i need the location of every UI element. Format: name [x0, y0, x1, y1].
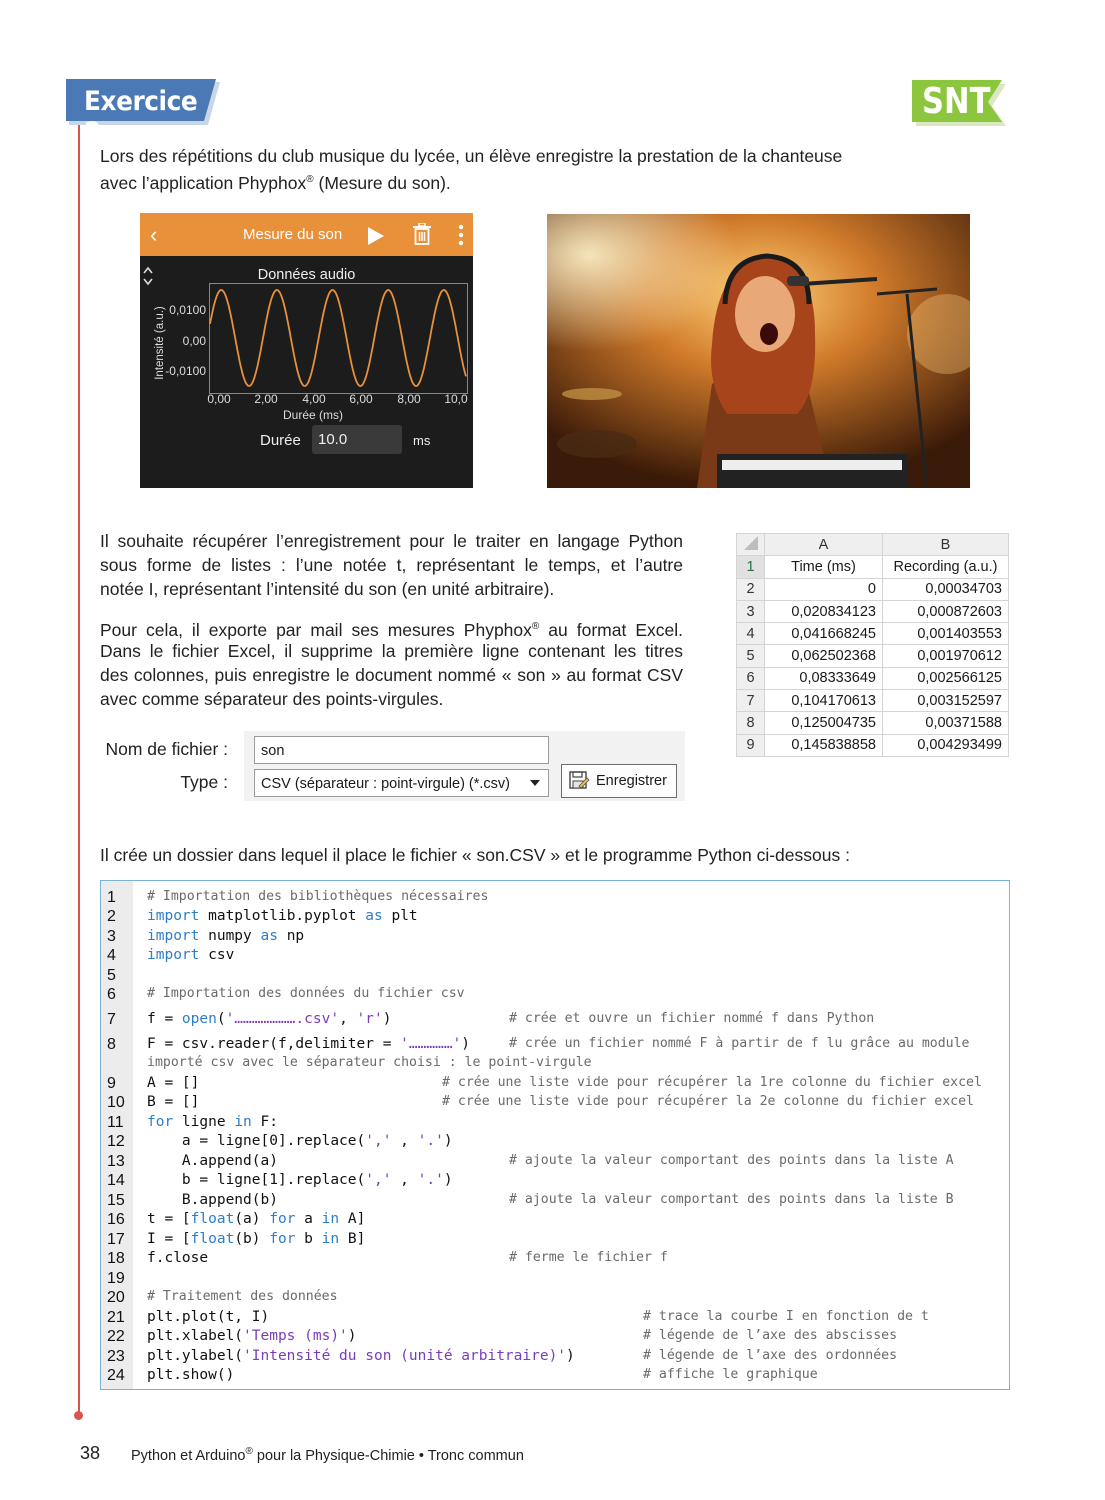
cell[interactable]: 0,08333649 [765, 667, 883, 689]
filename-input[interactable]: son [254, 736, 549, 764]
cell[interactable]: 0,00371588 [883, 712, 1009, 734]
row-number[interactable]: 2 [737, 578, 765, 600]
table-row [737, 645, 1009, 667]
line-number: 2 [107, 908, 116, 925]
cell[interactable]: Time (ms) [765, 556, 883, 578]
code-text: b = ligne[1].replace(',' , '.') [147, 1172, 453, 1188]
code-text: plt.ylabel('Intensité du son (unité arbitraire)') [147, 1348, 575, 1364]
snt-badge [912, 80, 1008, 126]
x-tick: 8,00 [397, 392, 421, 406]
trash-icon[interactable] [412, 223, 432, 245]
table-row [737, 667, 1009, 689]
code-text: B.append(b) [147, 1192, 278, 1208]
duration-unit: ms [413, 433, 431, 448]
code-comment: # trace la courbe I en fonction de t [643, 1309, 929, 1324]
cell[interactable]: 0,00034703 [883, 578, 1009, 600]
y-tick: 0,0100 [169, 303, 206, 317]
more-vertical-icon[interactable] [458, 224, 464, 246]
code-comment: # crée un fichier nommé F à partir de f lu grâce au module [509, 1036, 970, 1051]
para3-line-1: Pour cela, il exporte par mail ses mesures Phyphox® au format Excel. [100, 619, 683, 640]
cell[interactable]: 0,003152597 [883, 690, 1009, 712]
line-number: 21 [107, 1309, 125, 1326]
line-number: 23 [107, 1348, 125, 1365]
line-number: 8 [107, 1036, 116, 1053]
code-text: t = [float(a) for a in A] [147, 1211, 366, 1227]
line-number: 9 [107, 1075, 116, 1092]
filename-label: Nom de fichier : [105, 739, 228, 759]
x-tick: 10,0 [444, 392, 468, 406]
type-label: Type : [180, 772, 228, 792]
save-button-label: Enregistrer [596, 773, 667, 789]
code-comment: # ajoute la valeur comportant des points dans la liste B [509, 1192, 954, 1207]
phyphox-y-axis-label: Intensité (a.u.) [154, 306, 166, 380]
select-all-icon [744, 536, 758, 550]
table-row [737, 712, 1009, 734]
para3-line-2: Dans le fichier Excel, il supprime la première ligne contenant les titres [100, 641, 683, 661]
back-chevron-icon[interactable]: ‹ [150, 222, 158, 247]
exercise-title: Exercice 2 [84, 86, 198, 148]
excel-col-header-a[interactable]: A [765, 534, 883, 556]
line-number: 5 [107, 967, 116, 984]
type-select[interactable] [254, 769, 549, 797]
line-number: 17 [107, 1231, 125, 1248]
line-number: 14 [107, 1172, 125, 1189]
para2-line-2: sous forme de listes : l’une notée t, représentant le temps, et l’autre [100, 555, 683, 575]
para3-line-4: avec comme séparateur des points-virgules. [100, 689, 444, 709]
line-number: 6 [107, 986, 116, 1003]
para3-line-3: des colonnes, puis enregistre le document nommé « son » au format CSV [100, 665, 683, 685]
row-number[interactable]: 9 [737, 734, 765, 756]
code-text: for ligne in F: [147, 1114, 278, 1130]
table-row [737, 734, 1009, 756]
line-number: 10 [107, 1094, 125, 1111]
cell[interactable]: 0,004293499 [883, 734, 1009, 756]
y-tick: 0,00 [182, 334, 206, 348]
code-block [100, 880, 1010, 1390]
line-number: 19 [107, 1270, 125, 1287]
code-comment: # légende de l’axe des ordonnées [643, 1348, 898, 1363]
cell[interactable]: 0 [765, 578, 883, 600]
row-number[interactable]: 1 [737, 556, 765, 578]
cell[interactable]: 0,104170613 [765, 690, 883, 712]
table-row [737, 600, 1009, 622]
code-comment: # ferme le fichier f [509, 1250, 668, 1265]
exercise-banner [66, 79, 220, 148]
duration-label: Durée [260, 432, 301, 449]
excel-col-header-b[interactable]: B [883, 534, 1009, 556]
code-text: I = [float(b) for b in B] [147, 1231, 366, 1247]
code-text: plt.xlabel('Temps (ms)') [147, 1328, 357, 1344]
cell[interactable]: 0,001403553 [883, 623, 1009, 645]
para4: Il crée un dossier dans lequel il place le fichier « son.CSV » et le programme Python ci-dessous : [100, 845, 850, 865]
save-icon [569, 771, 591, 791]
margin-line-dot [74, 1411, 83, 1420]
code-comment: # crée une liste vide pour récupérer la 1re colonne du fichier excel [442, 1075, 982, 1090]
cell[interactable]: 0,000872603 [883, 600, 1009, 622]
cell[interactable]: 0,002566125 [883, 667, 1009, 689]
code-text: f = open('………………….csv', 'r') [147, 1011, 392, 1027]
code-text: B = [] [147, 1094, 200, 1110]
excel-sheet [736, 533, 1009, 757]
code-text: A.append(a) [147, 1153, 278, 1169]
singer-photo [547, 214, 970, 488]
line-number: 16 [107, 1211, 125, 1228]
line-number: 1 [107, 889, 116, 906]
phyphox-title: Mesure du son [243, 226, 343, 243]
save-button[interactable] [561, 764, 677, 798]
code-comment: # Importation des bibliothèques nécessaires [147, 889, 489, 904]
phyphox-toolbar [140, 213, 473, 256]
dropdown-arrow-icon [530, 780, 540, 786]
phyphox-screen [140, 213, 473, 488]
line-number: 3 [107, 928, 116, 945]
code-comment: # Traitement des données [147, 1289, 338, 1304]
cell[interactable]: 0,062502368 [765, 645, 883, 667]
duration-input[interactable]: 10.0 [312, 425, 402, 454]
x-tick: 2,00 [254, 392, 278, 406]
phyphox-graph-title: Données audio [257, 267, 356, 283]
excel-header-row [737, 534, 1009, 556]
row-number[interactable]: 8 [737, 712, 765, 734]
cell[interactable]: 0,125004735 [765, 712, 883, 734]
singer-photo-illustration [547, 214, 970, 488]
line-number: 11 [107, 1114, 124, 1131]
code-comment: # légende de l’axe des abscisses [643, 1328, 898, 1343]
code-text: A = [] [147, 1075, 200, 1091]
cell[interactable]: 0,001970612 [883, 645, 1009, 667]
line-number: 15 [107, 1192, 125, 1209]
para2-line-3: notée I, représentant l’intensité du son (en unité arbitraire). [100, 579, 555, 599]
code-text: import matplotlib.pyplot as plt [147, 908, 418, 924]
code-text: plt.show() [147, 1367, 235, 1383]
code-comment: # ajoute la valeur comportant des points dans la liste A [509, 1153, 954, 1168]
page-number: 38 [80, 1443, 101, 1463]
excel-corner[interactable] [737, 534, 765, 556]
line-number: 7 [107, 1011, 116, 1028]
row-number[interactable]: 4 [737, 623, 765, 645]
code-comment: # Importation des données du fichier csv [147, 986, 465, 1001]
waveform-plot [209, 283, 469, 395]
intro-line-2: avec l’application Phyphox® (Mesure du son). [100, 172, 451, 193]
row-number[interactable]: 6 [737, 667, 765, 689]
table-row [737, 556, 1009, 578]
line-number: 13 [107, 1153, 125, 1170]
x-tick: 6,00 [349, 392, 373, 406]
waveform-line [210, 290, 466, 386]
para2-line-1: Il souhaite récupérer l’enregistrement pour le traiter en langage Python [100, 531, 683, 551]
intro-line-1: Lors des répétitions du club musique du lycée, un élève enregistre la prestation de la chanteuse [100, 146, 843, 166]
code-comment: importé csv avec le séparateur choisi : le point-virgule [147, 1055, 592, 1070]
table-row [737, 690, 1009, 712]
line-number: 12 [107, 1133, 125, 1150]
table-row [737, 578, 1009, 600]
line-number: 20 [107, 1289, 125, 1306]
code-text: a = ligne[0].replace(',' , '.') [147, 1133, 453, 1149]
cell[interactable]: 0,145838858 [765, 734, 883, 756]
margin-line [78, 125, 80, 1415]
row-number[interactable]: 3 [737, 600, 765, 622]
code-text: f.close [147, 1250, 209, 1266]
snt-label: SNT [922, 81, 991, 122]
code-comment: # crée et ouvre un fichier nommé f dans Python [509, 1011, 875, 1026]
line-number: 18 [107, 1250, 125, 1267]
footer-title: Python et Arduino® pour la Physique-Chimie • Tronc commun [131, 1446, 524, 1464]
cell[interactable]: 0,041668245 [765, 623, 883, 645]
code-text: import numpy as np [147, 928, 305, 944]
table-row [737, 623, 1009, 645]
row-number[interactable]: 7 [737, 690, 765, 712]
code-comment: # crée une liste vide pour récupérer la 2e colonne du fichier excel [442, 1094, 974, 1109]
x-tick: 4,00 [302, 392, 326, 406]
y-tick: -0,0100 [165, 364, 206, 378]
code-text: plt.plot(t, I) [147, 1309, 270, 1325]
cell[interactable]: 0,020834123 [765, 600, 883, 622]
play-icon[interactable] [368, 227, 384, 245]
type-select-value: CSV (séparateur : point-virgule) (*.csv) [261, 776, 510, 792]
code-comment: # affiche le graphique [643, 1367, 818, 1382]
line-number: 4 [107, 947, 116, 964]
x-tick: 0,00 [207, 392, 231, 406]
line-number: 22 [107, 1328, 125, 1345]
row-number[interactable]: 5 [737, 645, 765, 667]
code-text: import csv [147, 947, 235, 963]
phyphox-x-axis-label: Durée (ms) [282, 408, 343, 422]
code-text: F = csv.reader(f,delimiter = '……………') [147, 1036, 471, 1052]
line-number: 24 [107, 1367, 125, 1384]
cell[interactable]: Recording (a.u.) [883, 556, 1009, 578]
